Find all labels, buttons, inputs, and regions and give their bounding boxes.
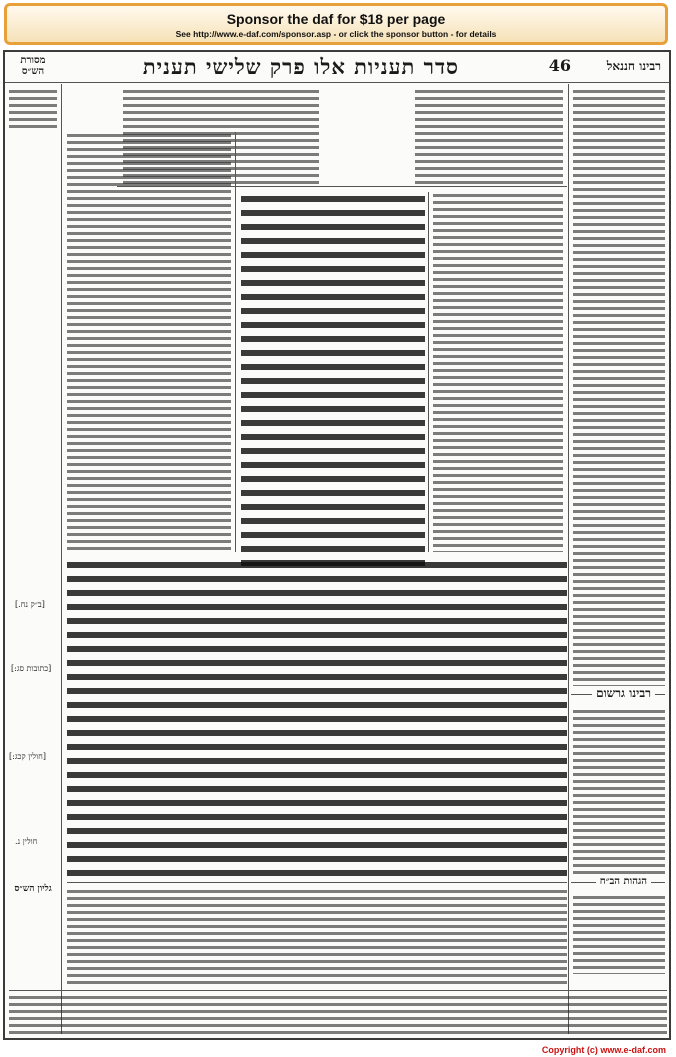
right-column-rule xyxy=(568,84,569,1034)
footnote-rule xyxy=(9,990,667,991)
page-number: 46 xyxy=(548,56,571,75)
sponsor-banner[interactable] xyxy=(4,3,668,45)
page-header xyxy=(5,52,669,82)
tosafot-text xyxy=(415,88,563,184)
gilyon-hashas-label: גליון הש״ס xyxy=(14,884,52,894)
rabbeinu-gershom-heading: רבינו גרשום xyxy=(592,686,655,701)
sponsor-subtitle[interactable]: See http://www.e-daf.com/sponsor.asp - or click the sponsor button - for details xyxy=(175,29,497,39)
rashi-column-text xyxy=(433,192,563,552)
footnotes-text xyxy=(9,994,667,1034)
lower-commentary-text xyxy=(67,888,567,986)
main-right-rule xyxy=(428,192,429,552)
rabbeinu-chananel-text xyxy=(573,88,665,686)
left-margin-rule xyxy=(61,84,62,1034)
rabbeinu-gershom-text xyxy=(573,708,665,876)
header-rule xyxy=(5,82,669,83)
margin-ref-4: חולין נ. xyxy=(15,837,38,846)
talmud-page xyxy=(3,50,671,1040)
masoret-label: מסורת הש״ס xyxy=(20,55,46,77)
margin-ref-3: [חולין קכג:] xyxy=(9,752,46,761)
main-left-rule xyxy=(235,132,236,552)
tractate-title: סדר תעניות אלו פרק שלישי תענית xyxy=(142,54,459,79)
hagahot-habach-text xyxy=(573,894,665,974)
hagahot-habach-heading: הגהות הב״ח xyxy=(596,876,651,887)
tosafot-column-text xyxy=(67,132,231,552)
commentary-title: רבינו חננאל xyxy=(606,59,661,73)
gemara-wide-text xyxy=(67,558,567,878)
lower-rule xyxy=(67,882,567,883)
gemara-main-text xyxy=(241,192,425,566)
margin-ref-1: [ב״ק נח.] xyxy=(15,600,45,609)
sponsor-title[interactable]: Sponsor the daf for $18 per page xyxy=(226,11,446,27)
copyright-text[interactable]: Copyright (c) www.e-daf.com xyxy=(541,1045,666,1055)
margin-ref-2: [כתובות סג:] xyxy=(11,664,52,673)
masoret-refs xyxy=(9,88,57,128)
